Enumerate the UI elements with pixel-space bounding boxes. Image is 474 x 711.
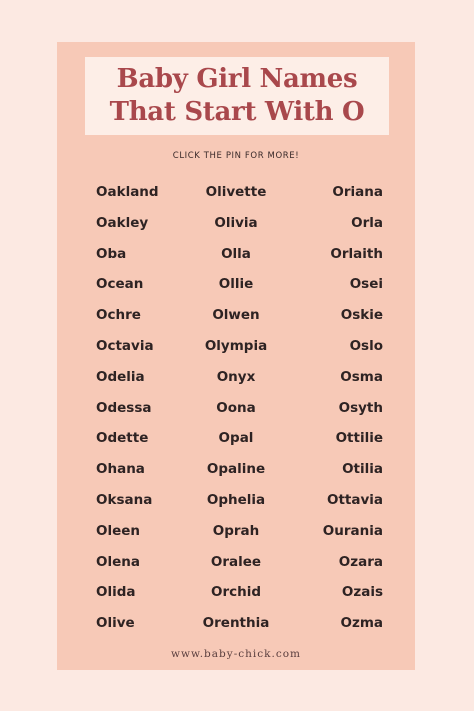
name-item: Ozais bbox=[341, 584, 383, 601]
name-item: Olwen bbox=[212, 307, 260, 324]
name-row bbox=[57, 269, 415, 300]
name-item: Olena bbox=[96, 553, 140, 570]
name-row bbox=[57, 547, 415, 578]
name-item: Ochre bbox=[96, 307, 141, 324]
name-row bbox=[57, 516, 415, 547]
name-item: Ozara bbox=[338, 553, 383, 570]
name-item: Oona bbox=[216, 399, 256, 416]
name-item: Oralee bbox=[210, 553, 262, 570]
name-item: Odette bbox=[96, 430, 149, 447]
name-item: Onyx bbox=[216, 368, 256, 385]
name-row bbox=[57, 362, 415, 393]
name-item: Odelia bbox=[96, 368, 145, 385]
name-item: Osyth bbox=[338, 399, 383, 416]
name-item: Orlaith bbox=[330, 245, 383, 262]
name-item: Orchid bbox=[210, 584, 262, 601]
name-row bbox=[57, 577, 415, 608]
name-row bbox=[57, 485, 415, 516]
name-item: Orla bbox=[351, 214, 383, 231]
name-row bbox=[57, 393, 415, 424]
name-item: Oriana bbox=[332, 184, 383, 200]
name-row bbox=[57, 331, 415, 362]
website-url: www.baby-chick.com bbox=[171, 648, 301, 660]
name-item: Olida bbox=[96, 584, 136, 601]
name-item: Ottavia bbox=[326, 491, 383, 508]
name-item: Oksana bbox=[96, 491, 153, 508]
name-item: Oprah bbox=[212, 522, 260, 539]
name-item: Otilia bbox=[342, 461, 383, 478]
name-item: Olivia bbox=[214, 214, 258, 231]
name-item: Orenthia bbox=[202, 615, 270, 632]
name-item: Oskie bbox=[340, 307, 383, 324]
name-item: Olympia bbox=[204, 337, 268, 354]
name-item: Ottilie bbox=[335, 430, 383, 447]
name-item: Odessa bbox=[96, 399, 152, 416]
name-row bbox=[57, 423, 415, 454]
name-item: Osma bbox=[340, 368, 383, 385]
name-row bbox=[57, 454, 415, 485]
name-item: Oakley bbox=[96, 214, 149, 231]
name-item: Olla bbox=[221, 245, 251, 262]
name-item: Oslo bbox=[349, 337, 383, 354]
name-item: Oba bbox=[96, 245, 127, 262]
title-line-2: That Start With O bbox=[109, 97, 365, 127]
title-line-1: Baby Girl Names bbox=[116, 64, 358, 94]
name-row bbox=[57, 608, 415, 639]
name-item: Oleen bbox=[96, 522, 141, 539]
name-item: Opaline bbox=[206, 461, 266, 478]
name-item: Ophelia bbox=[206, 491, 266, 508]
name-item: Ohana bbox=[96, 461, 145, 478]
name-item: Oakland bbox=[96, 184, 159, 200]
name-row bbox=[57, 300, 415, 331]
name-item: Olive bbox=[96, 615, 135, 632]
name-item: Olivette bbox=[205, 184, 267, 200]
name-item: Ozma bbox=[340, 615, 383, 632]
name-item: Opal bbox=[218, 430, 254, 447]
name-item: Ollie bbox=[218, 276, 254, 293]
name-row bbox=[57, 239, 415, 270]
names-grid bbox=[57, 177, 415, 639]
name-item: Octavia bbox=[96, 337, 154, 354]
name-item: Ourania bbox=[322, 522, 383, 539]
name-row bbox=[57, 208, 415, 239]
pin-card bbox=[57, 42, 415, 670]
call-to-action: CLICK THE PIN FOR MORE! bbox=[172, 151, 300, 161]
name-item: Osei bbox=[349, 276, 383, 293]
name-row bbox=[57, 177, 415, 208]
title-box bbox=[85, 57, 389, 135]
name-item: Ocean bbox=[96, 276, 144, 293]
